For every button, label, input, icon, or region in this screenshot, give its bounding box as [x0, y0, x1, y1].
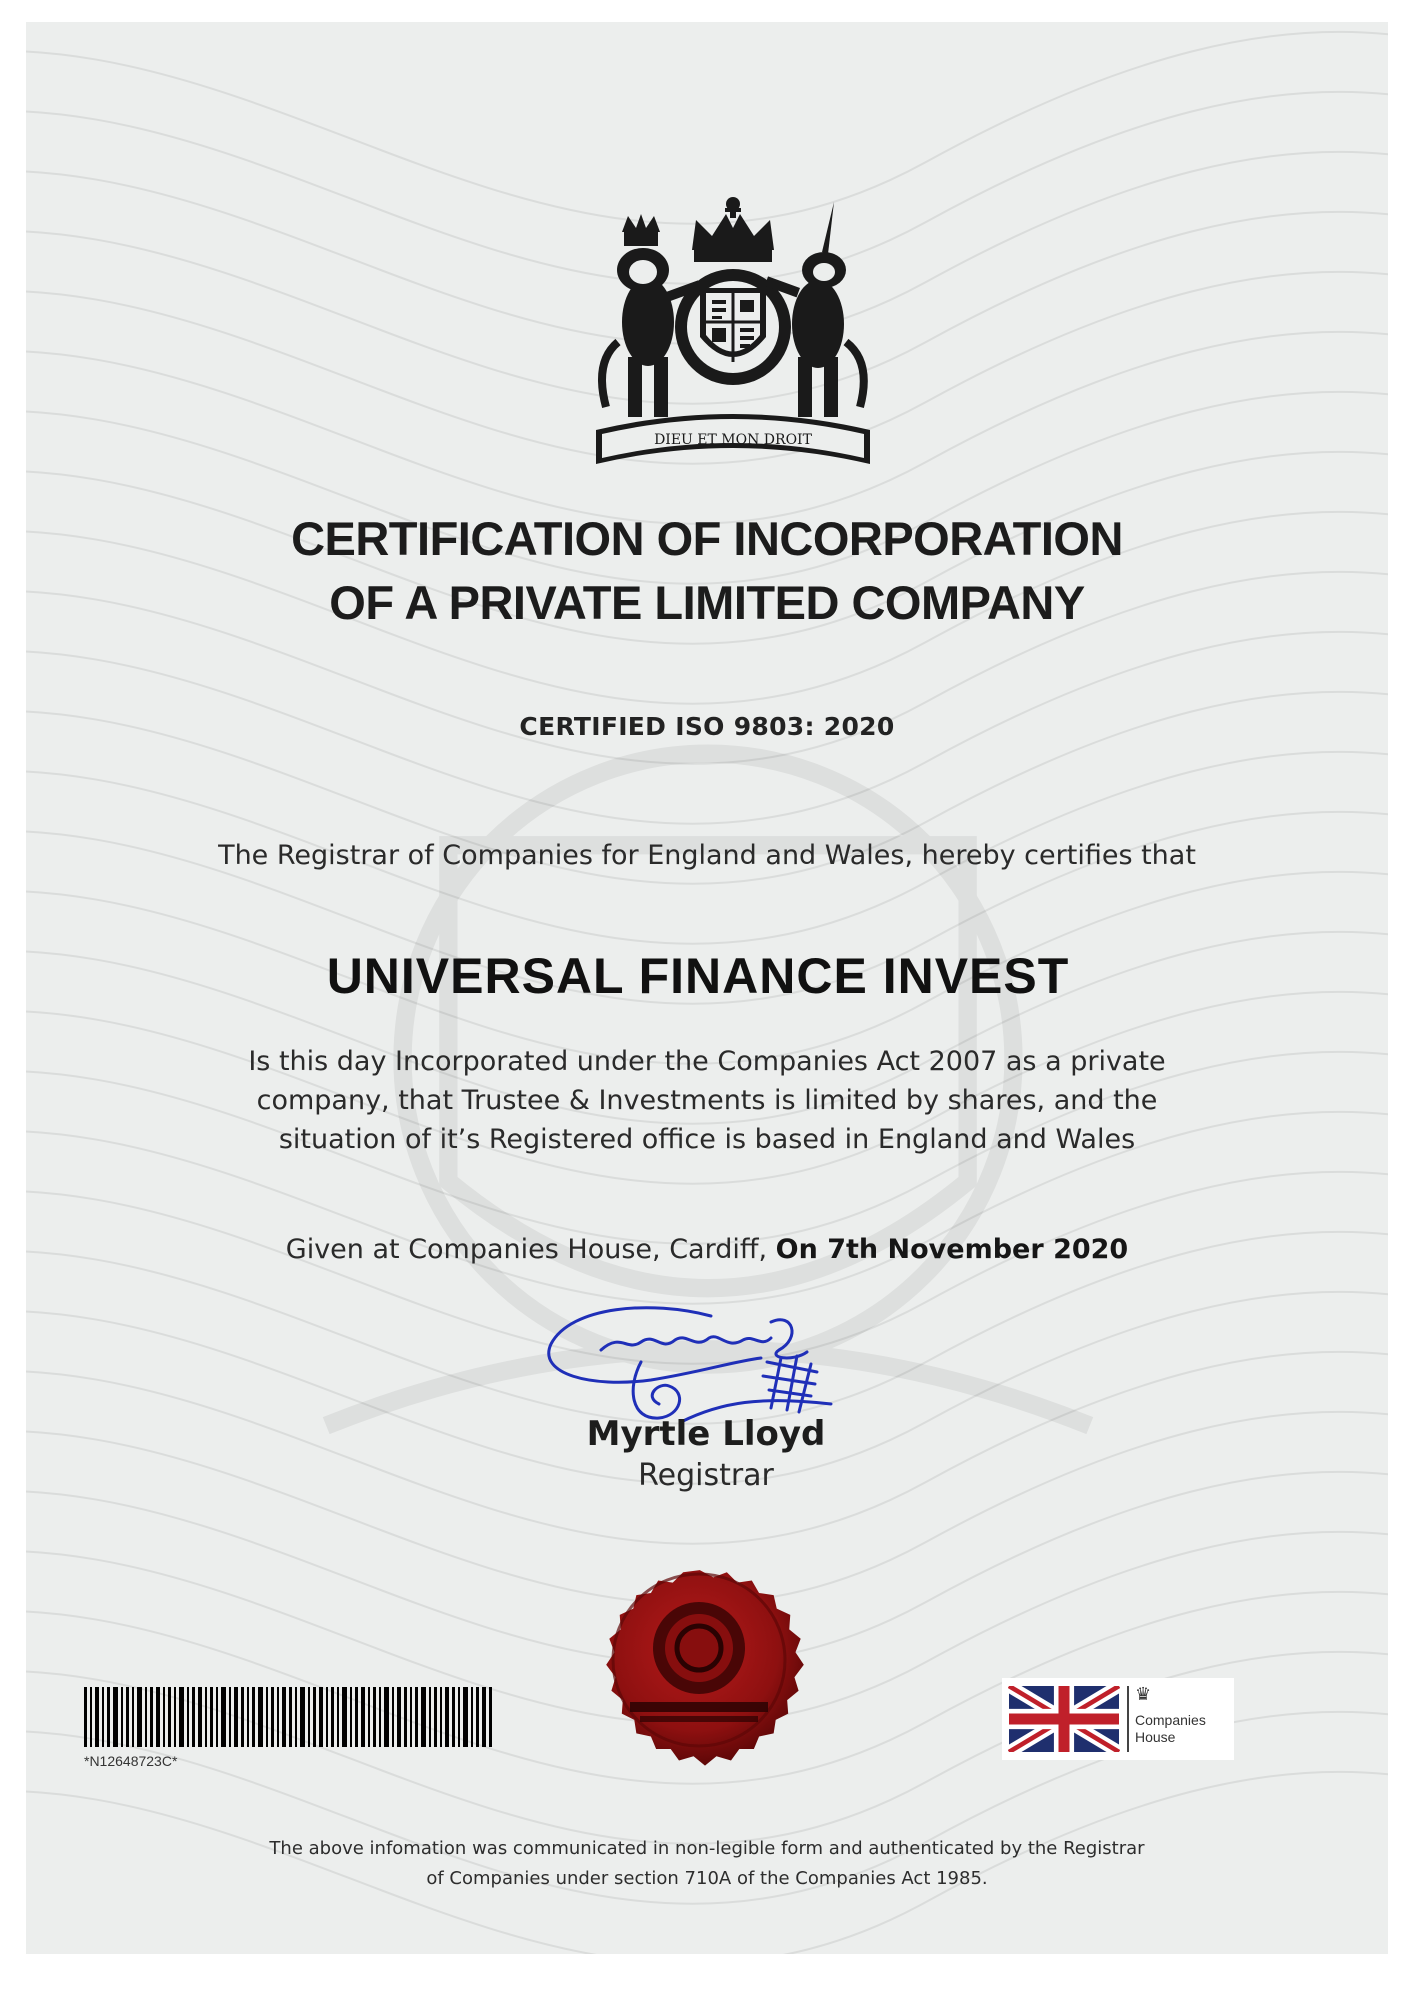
certificate-title	[26, 507, 1388, 635]
statement-line-1: Is this day Incorporated under the Companies Act 2007 as a private	[248, 1046, 1166, 1077]
given-place: Given at Companies House, Cardiff,	[285, 1234, 768, 1265]
barcode	[84, 1687, 494, 1747]
statement-line-2: company, that Trustee & Investments is limited by shares, and the	[256, 1085, 1158, 1116]
registrar-name: Myrtle Lloyd	[586, 1414, 826, 1454]
iso-certification: CERTIFIED ISO 9803: 2020	[519, 712, 895, 741]
registrar-title: Registrar	[638, 1458, 774, 1493]
companies-house-logo	[1002, 1678, 1234, 1760]
barcode-number: *N12648723C*	[84, 1753, 178, 1769]
title-line-2: OF A PRIVATE LIMITED COMPANY	[329, 576, 1085, 629]
incorporation-statement	[196, 1042, 1218, 1159]
statement-line-3: situation of it’s Registered office is based in England and Wales	[278, 1124, 1136, 1155]
title-line-1: CERTIFICATION OF INCORPORATION	[291, 512, 1123, 565]
wordmark-line-2: House	[1135, 1729, 1176, 1745]
arms-motto-text: DIEU ET MON DROIT	[654, 432, 812, 448]
footnote-line-2: of Companies under section 710A of the Companies Act 1985.	[426, 1868, 988, 1889]
royal-coat-of-arms	[588, 192, 878, 467]
crest-icon: ♛	[1135, 1684, 1152, 1705]
footnote-line-1: The above infomation was communicated in non-legible form and authenticated by the Registrar	[269, 1838, 1145, 1859]
companies-house-wordmark	[1135, 1712, 1206, 1746]
union-flag-icon	[1008, 1686, 1120, 1752]
given-at-line	[26, 1234, 1388, 1265]
certificate-sheet	[26, 22, 1388, 1954]
given-date: On 7th November 2020	[775, 1234, 1129, 1265]
logo-divider	[1127, 1686, 1129, 1752]
company-name: UNIVERSAL FINANCE INVEST	[326, 948, 1070, 1004]
registrar-statement: The Registrar of Companies for England and Wales, hereby certifies that	[218, 840, 1196, 871]
wordmark-line-1: Companies	[1135, 1712, 1206, 1728]
authentication-footnote	[176, 1834, 1238, 1894]
red-wax-seal	[554, 1520, 844, 1810]
